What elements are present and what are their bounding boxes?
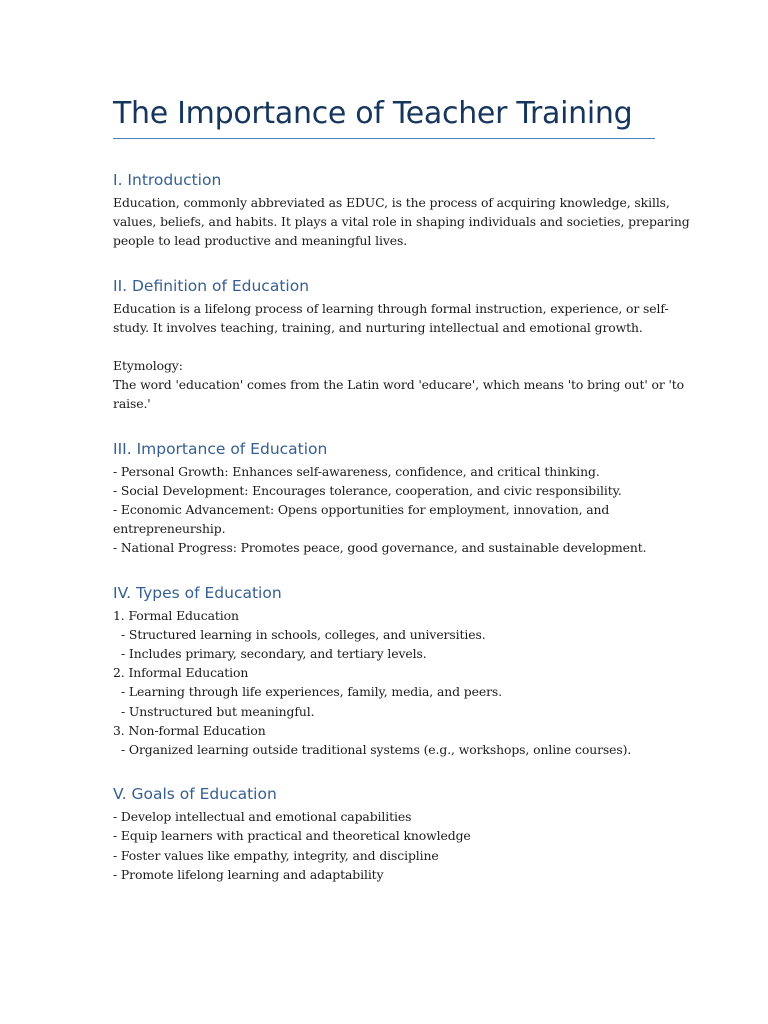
sub-list-item: - Organized learning outside traditional systems (e.g., workshops, online courses). [121, 742, 632, 758]
section-types [113, 583, 658, 760]
paragraph-line: Education, commonly abbreviated as EDUC, is the process of acquiring knowledge, skills, [113, 195, 670, 210]
list-item: - Promote lifelong learning and adaptability [113, 866, 384, 882]
sub-list-item: - Structured learning in schools, colleges, and universities. [121, 626, 486, 642]
list-item: - Equip learners with practical and theoretical knowledge [113, 828, 471, 844]
list-item: 1. Formal Education [113, 607, 239, 623]
document-title: The Importance of Teacher Training [113, 96, 633, 131]
paragraph-line: people to lead productive and meaningful lives. [113, 233, 408, 249]
title-divider [113, 138, 655, 139]
section-heading: V. Goals of Education [113, 785, 277, 804]
sub-list-item: - Includes primary, secondary, and tertiary levels. [121, 646, 427, 662]
sub-list-item: - Unstructured but meaningful. [121, 703, 315, 719]
list-item: entrepreneurship. [113, 521, 226, 537]
section-heading: II. Definition of Education [113, 276, 310, 295]
section-importance [113, 439, 658, 558]
paragraph-line: raise.' [113, 396, 151, 412]
list-item: - National Progress: Promotes peace, good governance, and sustainable development. [113, 540, 647, 556]
section-definition [113, 276, 685, 414]
etymology-label: Etymology: [113, 358, 183, 374]
list-item: - Economic Advancement: Opens opportunities for employment, innovation, and [113, 502, 610, 518]
paragraph-line: values, beliefs, and habits. It plays a vital role in shaping individuals and societies, preparing [113, 214, 690, 230]
list-item: - Personal Growth: Enhances self-awareness, confidence, and critical thinking. [113, 463, 600, 479]
section-heading: I. Introduction [113, 171, 222, 189]
paragraph-line: The word 'education' comes from the Latin word 'educare', which means 'to bring out' or 'to [113, 377, 685, 393]
section-heading: III. Importance of Education [113, 439, 328, 458]
paragraph-line: study. It involves teaching, training, and nurturing intellectual and emotional growth. [113, 319, 643, 335]
section-introduction [113, 170, 690, 251]
list-item: - Foster values like empathy, integrity, and discipline [113, 847, 439, 863]
document-page [113, 94, 690, 909]
section-goals [113, 784, 658, 884]
list-item: 2. Informal Education [113, 665, 249, 681]
section-heading: IV. Types of Education [113, 583, 282, 602]
list-item: - Social Development: Encourages tolerance, cooperation, and civic responsibility. [113, 482, 622, 498]
paragraph-gap [113, 337, 658, 356]
paragraph-line: Education is a lifelong process of learning through formal instruction, experience, or self- [113, 300, 669, 316]
list-item: 3. Non-formal Education [113, 722, 266, 738]
sub-list-item: - Learning through life experiences, family, media, and peers. [121, 684, 503, 700]
list-item: - Develop intellectual and emotional capabilities [113, 809, 412, 825]
